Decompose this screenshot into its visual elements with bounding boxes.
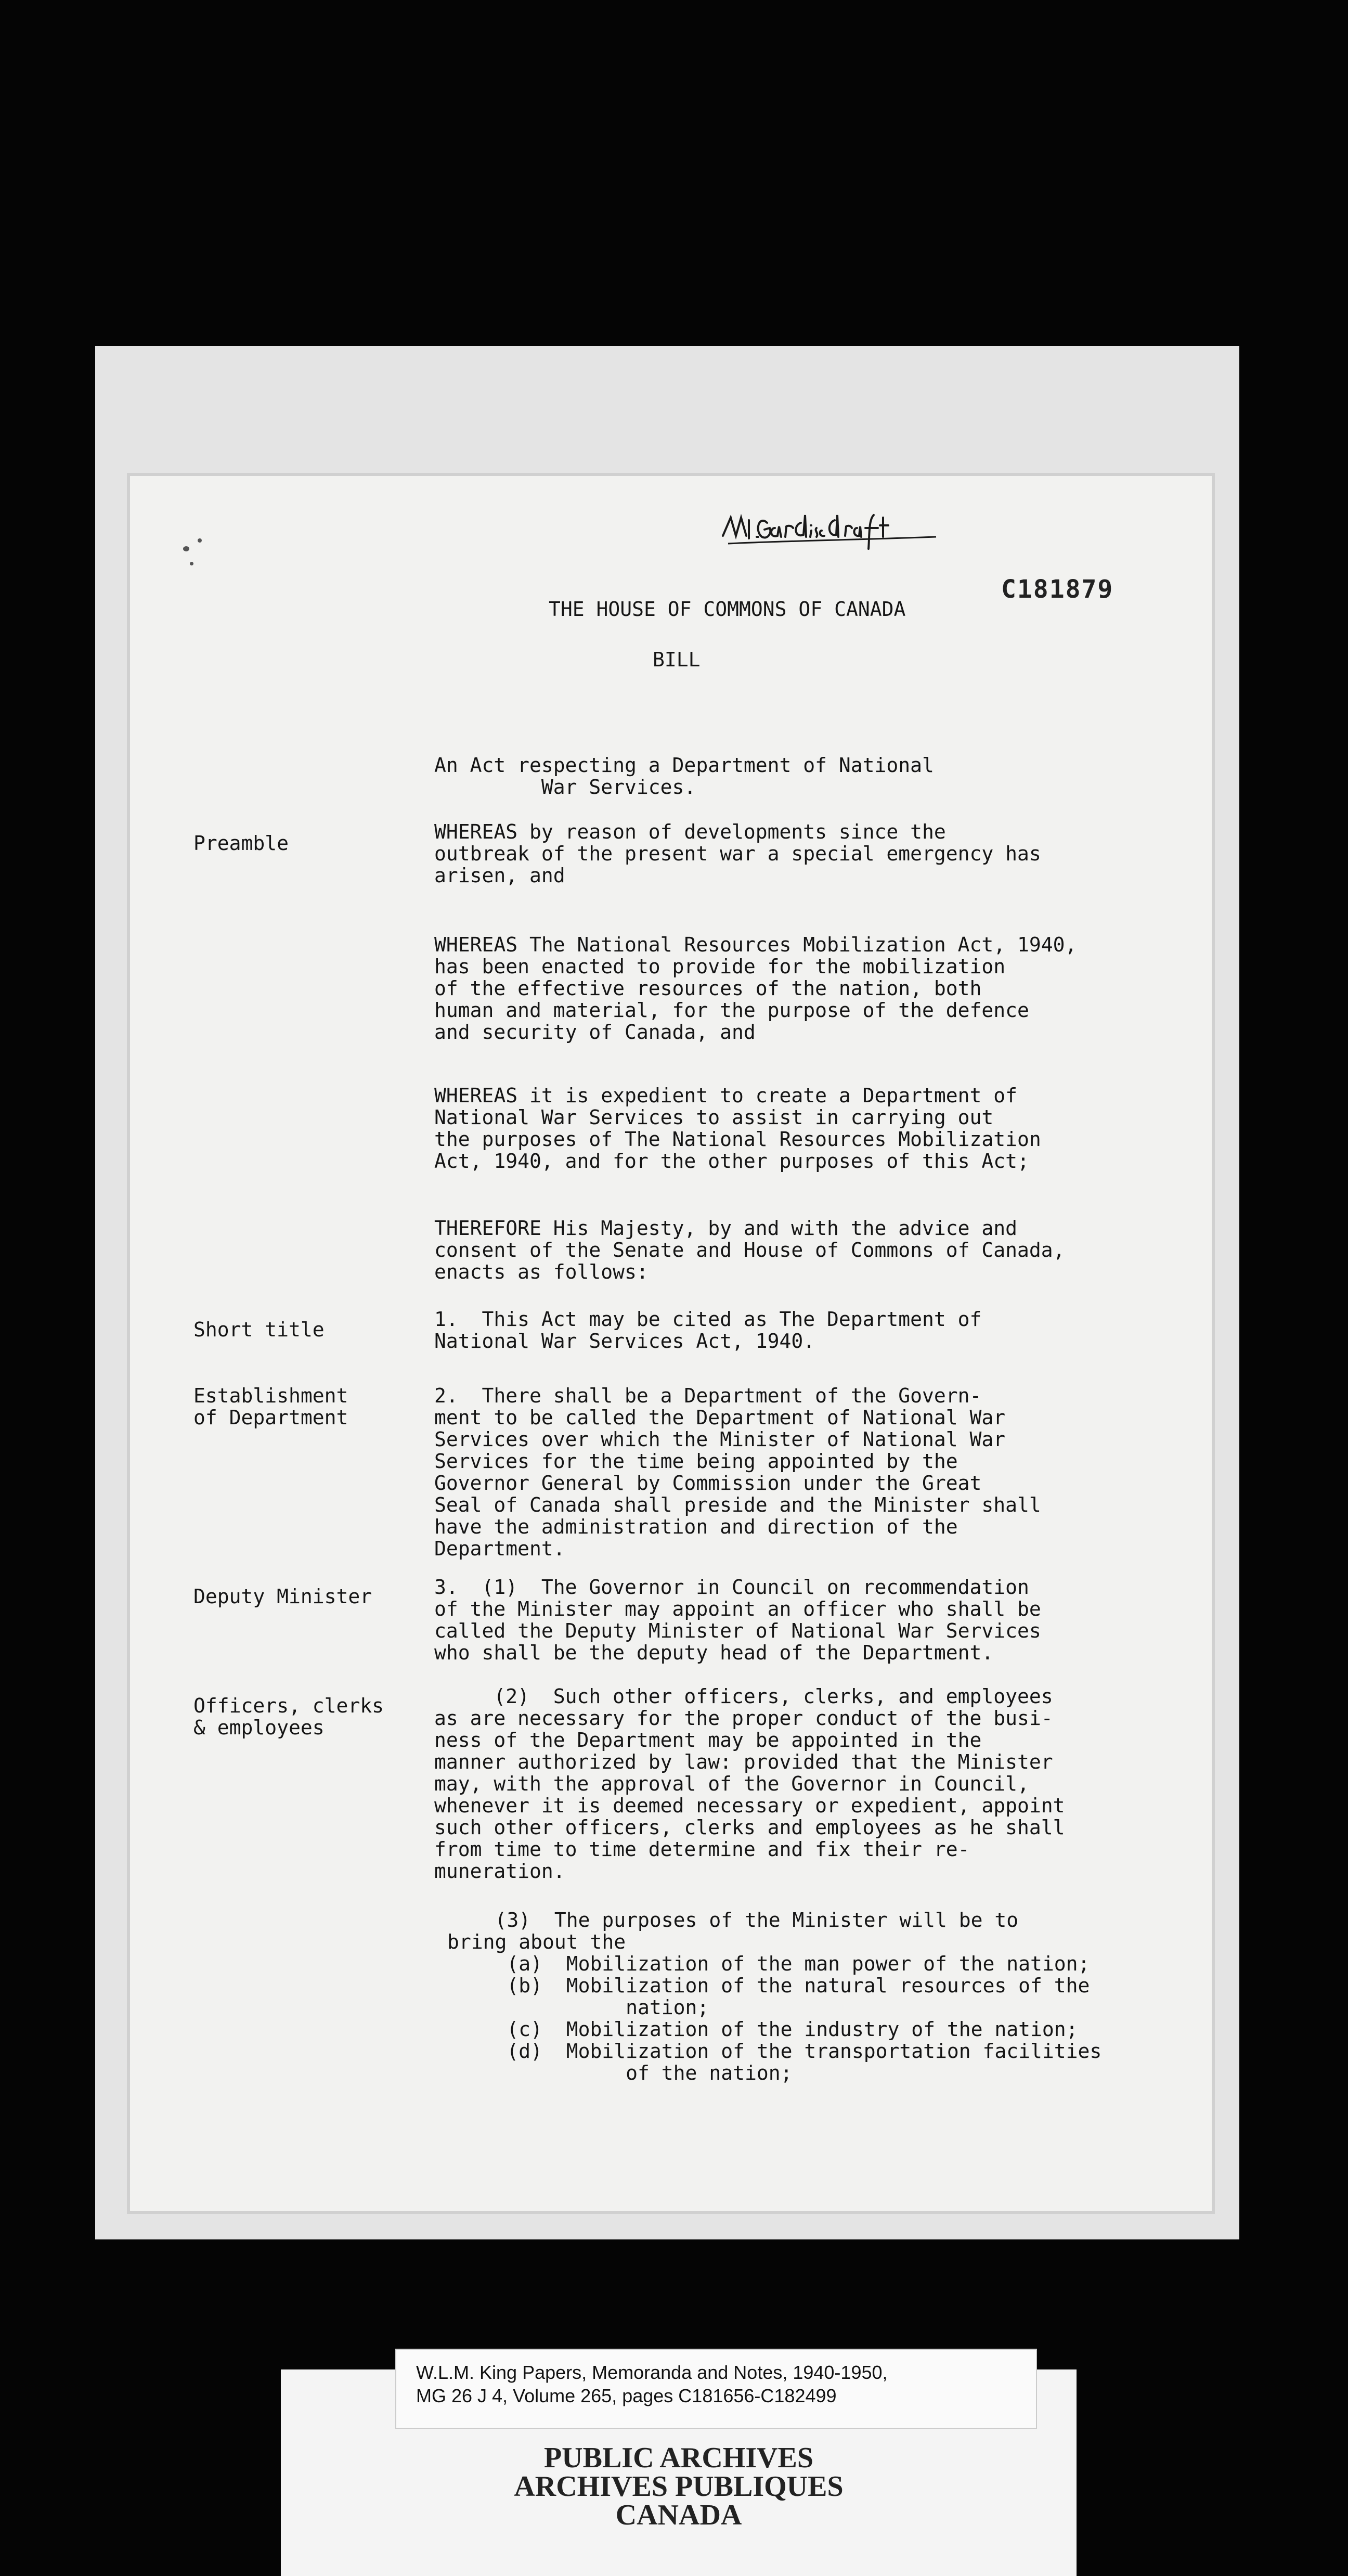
handwritten-signature-drawing: [718, 499, 947, 557]
speck: [183, 546, 189, 551]
therefore-clause: THEREFORE His Majesty, by and with the advice and consent of the Senate and House of Commons of Canada, enacts as follows:: [434, 1217, 1065, 1283]
house-heading: THE HOUSE OF COMMONS OF CANADA: [549, 598, 906, 621]
archives-english: PUBLIC ARCHIVES: [543, 2442, 814, 2474]
citation-line-1: W.L.M. King Papers, Memoranda and Notes, 1940-1950,: [416, 2362, 888, 2383]
section-3-3: (3) The purposes of the Minister will be to bring about the (a) Mobilization of the man power of the nation; (b) Mobilization of the natural resources of the nation; (c) Mobilization of the industry of the nation; (d) Mobilization of the transportation facilities of the nation;: [447, 1909, 1102, 2084]
preamble-clause: WHEREAS by reason of developments since the outbreak of the present war a special emergency has arisen, and: [434, 820, 1041, 887]
act-title: An Act respecting a Department of National War Services.: [434, 754, 934, 798]
section-2: 2. There shall be a Department of the Govern- ment to be called the Department of National War Services over which the Minister of National War Services for the time being appointed by the Governor General by Commission under the Great Seal of Canada shall preside and the Minister shall have the administration and direction of the Department.: [434, 1384, 1041, 1560]
archive-number: C181879: [1001, 575, 1114, 604]
whereas-clause: WHEREAS it is expedient to create a Department of National War Services to assist in carrying out the purposes of The National Resources Mobilization Act, 1940, and for the other purposes of this Act;: [434, 1084, 1041, 1173]
handwritten-annotation: [718, 499, 947, 557]
section-3-2: (2) Such other officers, clerks, and employees as are necessary for the proper conduct of the busi- ness of the Department may be appointed in the manner authorized by law: provided that the Minister may, with the approval of the Governor in Council, whenever it is deemed necessary or expedient, appoint such other officers, clerks and employees as he shall from time to time determine and fix their re- muneration.: [434, 1685, 1065, 1883]
archives-french: ARCHIVES PUBLIQUES: [514, 2470, 844, 2503]
archives-country: CANADA: [615, 2499, 742, 2531]
margin-note: Establishment of Department: [193, 1384, 348, 1429]
section-3-1: 3. (1) The Governor in Council on recommendation of the Minister may appoint an officer who shall be called the Deputy Minister of National War Services who shall be the deputy head of the Department.: [434, 1576, 1041, 1664]
margin-note: Officers, clerks & employees: [193, 1694, 384, 1739]
whereas-clause: WHEREAS The National Resources Mobilization Act, 1940, has been enacted to provide for the mobilization of the effective resources of the nation, both human and material, for the purpose of the defence and security of Canada, and: [434, 933, 1077, 1044]
section-1: 1. This Act may be cited as The Department of National War Services Act, 1940.: [434, 1308, 982, 1353]
speck: [198, 538, 202, 543]
margin-note: Deputy Minister: [193, 1585, 372, 1608]
speck: [190, 562, 193, 565]
margin-note: Short title: [193, 1318, 325, 1341]
citation-line-2: MG 26 J 4, Volume 265, pages C181656-C182499: [416, 2385, 837, 2406]
margin-note: Preamble: [193, 832, 289, 855]
bill-heading: BILL: [653, 648, 701, 671]
